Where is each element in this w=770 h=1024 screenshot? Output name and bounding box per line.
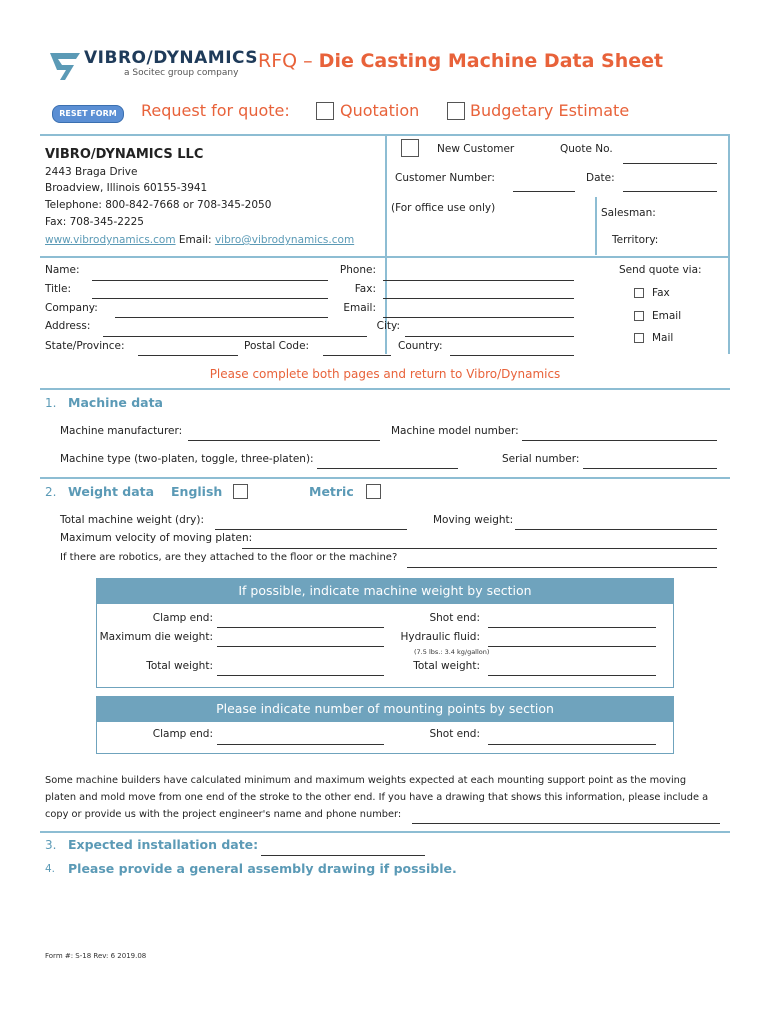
mount-clamp-end-label: Clamp end: — [152, 728, 213, 740]
shot-end-field[interactable] — [488, 627, 656, 628]
max-die-label: Maximum die weight: — [99, 631, 213, 643]
metric-label: Metric — [309, 484, 354, 499]
section4-number: 4. — [45, 863, 56, 875]
model-label: Machine model number: — [391, 425, 519, 437]
company-telephone: Telephone: 800-842-7668 or 708-345-2050 — [45, 199, 272, 211]
new-customer-label: New Customer — [437, 143, 515, 155]
phone-label: Phone: — [339, 264, 376, 276]
send-fax-label: Fax — [652, 287, 670, 299]
section4-title: Please provide a general assembly drawing if possible. — [68, 861, 457, 876]
section1-number: 1. — [45, 396, 57, 410]
metric-checkbox[interactable] — [366, 484, 381, 499]
section2-number: 2. — [45, 485, 57, 499]
request-label: Request for quote: — [141, 101, 290, 120]
website-link[interactable]: www.vibrodynamics.com — [45, 234, 176, 246]
title-label: Title: — [45, 283, 72, 295]
company-fax: Fax: 708-345-2225 — [45, 216, 144, 228]
send-email-label: Email — [652, 310, 682, 322]
country-label: Country: — [398, 340, 443, 352]
name-label: Name: — [45, 264, 80, 276]
mount-shot-end-label: Shot end: — [429, 728, 480, 740]
postal-field[interactable] — [323, 355, 391, 356]
mount-shot-end-field[interactable] — [488, 744, 656, 745]
name-field[interactable] — [92, 280, 328, 281]
manufacturer-field[interactable] — [188, 440, 380, 441]
machine-type-field[interactable] — [317, 468, 458, 469]
model-field[interactable] — [522, 440, 717, 441]
robotics-field[interactable] — [407, 567, 717, 568]
serial-label: Serial number: — [502, 453, 580, 465]
section1-divider — [40, 477, 730, 479]
send-mail-label: Mail — [652, 332, 674, 344]
email-field-label: Email: — [343, 302, 376, 314]
logo-tagline: a Socitec group company — [124, 68, 239, 78]
state-label: State/Province: — [45, 340, 125, 352]
total-weight-left-field[interactable] — [217, 675, 384, 676]
english-label: English — [171, 484, 223, 499]
mount-clamp-end-field[interactable] — [217, 744, 384, 745]
english-checkbox[interactable] — [233, 484, 248, 499]
fax-label: Fax: — [354, 283, 376, 295]
clamp-end-label: Clamp end: — [152, 612, 213, 624]
max-velocity-field[interactable] — [242, 548, 717, 549]
paragraph-line1: Some machine builders have calculated minimum and maximum weights expected at each mounting support point as the moving — [45, 775, 687, 786]
company-address2: Broadview, Illinois 60155-3941 — [45, 182, 208, 194]
paragraph-divider — [40, 831, 730, 833]
logo-brand-right: DYNAMICS — [153, 48, 259, 68]
quote-no-field[interactable] — [623, 163, 717, 164]
manufacturer-label: Machine manufacturer: — [60, 425, 183, 437]
form-number: Form #: S-18 Rev: 6 2019.08 — [45, 952, 147, 960]
section2-title: Weight data — [68, 484, 155, 499]
paragraph-line3: copy or provide us with the project engineer's name and phone number: — [45, 809, 402, 820]
email-label: Email: — [178, 234, 212, 246]
section3-title: Expected installation date: — [68, 837, 259, 852]
office-divider — [595, 197, 597, 255]
country-field[interactable] — [450, 355, 574, 356]
installation-date-field[interactable] — [261, 855, 425, 856]
logo-brand-left: VIBRO — [84, 48, 147, 68]
total-weight-label: Total machine weight (dry): — [60, 514, 204, 526]
date-field[interactable] — [623, 191, 717, 192]
hydraulic-note: (7.5 lbs.: 3.4 kg/gallon) — [414, 648, 490, 656]
customer-number-label: Customer Number: — [395, 172, 495, 184]
date-label: Date: — [586, 172, 615, 184]
quote-no-label: Quote No. — [560, 143, 613, 155]
hydraulic-label: Hydraulic fluid: — [400, 631, 480, 643]
weight-section-header: If possible, indicate machine weight by section — [96, 578, 674, 604]
email-link[interactable]: vibro@vibrodynamics.com — [214, 234, 355, 246]
fax-field[interactable] — [383, 298, 574, 299]
hydraulic-field[interactable] — [488, 646, 656, 647]
send-mail-checkbox[interactable] — [634, 333, 644, 343]
quotation-checkbox[interactable] — [316, 102, 334, 120]
title-prefix: RFQ – — [258, 50, 319, 72]
engineer-field[interactable] — [412, 823, 720, 824]
logo: VIBRO/DYNAMICS a Socitec group company — [48, 46, 248, 82]
send-via-label: Send quote via: — [619, 264, 702, 276]
machine-type-label: Machine type (two-platen, toggle, three-platen): — [60, 453, 314, 465]
shot-end-label: Shot end: — [429, 612, 480, 624]
notice-text: Please complete both pages and return to Vibro/Dynamics — [209, 367, 561, 381]
logo-mark-icon — [48, 50, 82, 82]
territory-label: Territory: — [612, 234, 659, 246]
state-field[interactable] — [138, 355, 238, 356]
reset-form-button[interactable]: RESET FORM — [52, 105, 124, 123]
new-customer-checkbox[interactable] — [401, 139, 419, 157]
total-weight-left-label: Total weight: — [146, 660, 213, 672]
company-web-email — [45, 234, 354, 246]
robotics-label: If there are robotics, are they attached to the floor or the machine? — [60, 552, 398, 563]
total-weight-right-label: Total weight: — [413, 660, 480, 672]
company-name: VIBRO/DYNAMICS LLC — [45, 147, 204, 162]
paragraph-line2: platen and mold move from one end of the stroke to the other end. If you have a drawing that shows this information, please include a — [45, 792, 709, 803]
company-field[interactable] — [115, 317, 328, 318]
quotation-label: Quotation — [340, 101, 420, 120]
phone-field[interactable] — [383, 280, 574, 281]
mount-section-header: Please indicate number of mounting points by section — [96, 696, 674, 722]
address-label: Address: — [45, 320, 91, 332]
company-label: Company: — [45, 302, 98, 314]
total-weight-right-field[interactable] — [488, 675, 656, 676]
moving-weight-field[interactable] — [515, 529, 717, 530]
serial-field[interactable] — [583, 468, 717, 469]
budgetary-label: Budgetary Estimate — [470, 101, 630, 120]
city-label: City: — [376, 320, 400, 332]
contact-email-field[interactable] — [383, 317, 574, 318]
notice-divider — [40, 388, 730, 390]
section3-number: 3. — [45, 838, 57, 852]
customer-number-field[interactable] — [513, 191, 575, 192]
moving-weight-label: Moving weight: — [433, 514, 514, 526]
title-main: Die Casting Machine Data Sheet — [318, 50, 664, 72]
company-address1: 2443 Braga Drive — [45, 166, 138, 178]
mount-section-box — [96, 696, 674, 754]
office-hline — [385, 256, 730, 258]
company-divider — [40, 256, 386, 258]
max-die-field[interactable] — [217, 646, 384, 647]
page-title — [258, 50, 663, 72]
title-field[interactable] — [92, 298, 328, 299]
total-weight-field[interactable] — [215, 529, 407, 530]
section1-title: Machine data — [68, 395, 163, 410]
send-email-checkbox[interactable] — [634, 311, 644, 321]
postal-label: Postal Code: — [244, 340, 310, 352]
address-field[interactable] — [103, 336, 367, 337]
budgetary-checkbox[interactable] — [447, 102, 465, 120]
salesman-label: Salesman: — [601, 207, 656, 219]
max-velocity-label: Maximum velocity of moving platen: — [60, 532, 253, 544]
clamp-end-field[interactable] — [217, 627, 384, 628]
city-field[interactable] — [405, 336, 574, 337]
send-fax-checkbox[interactable] — [634, 288, 644, 298]
office-use-label: (For office use only) — [391, 202, 496, 214]
